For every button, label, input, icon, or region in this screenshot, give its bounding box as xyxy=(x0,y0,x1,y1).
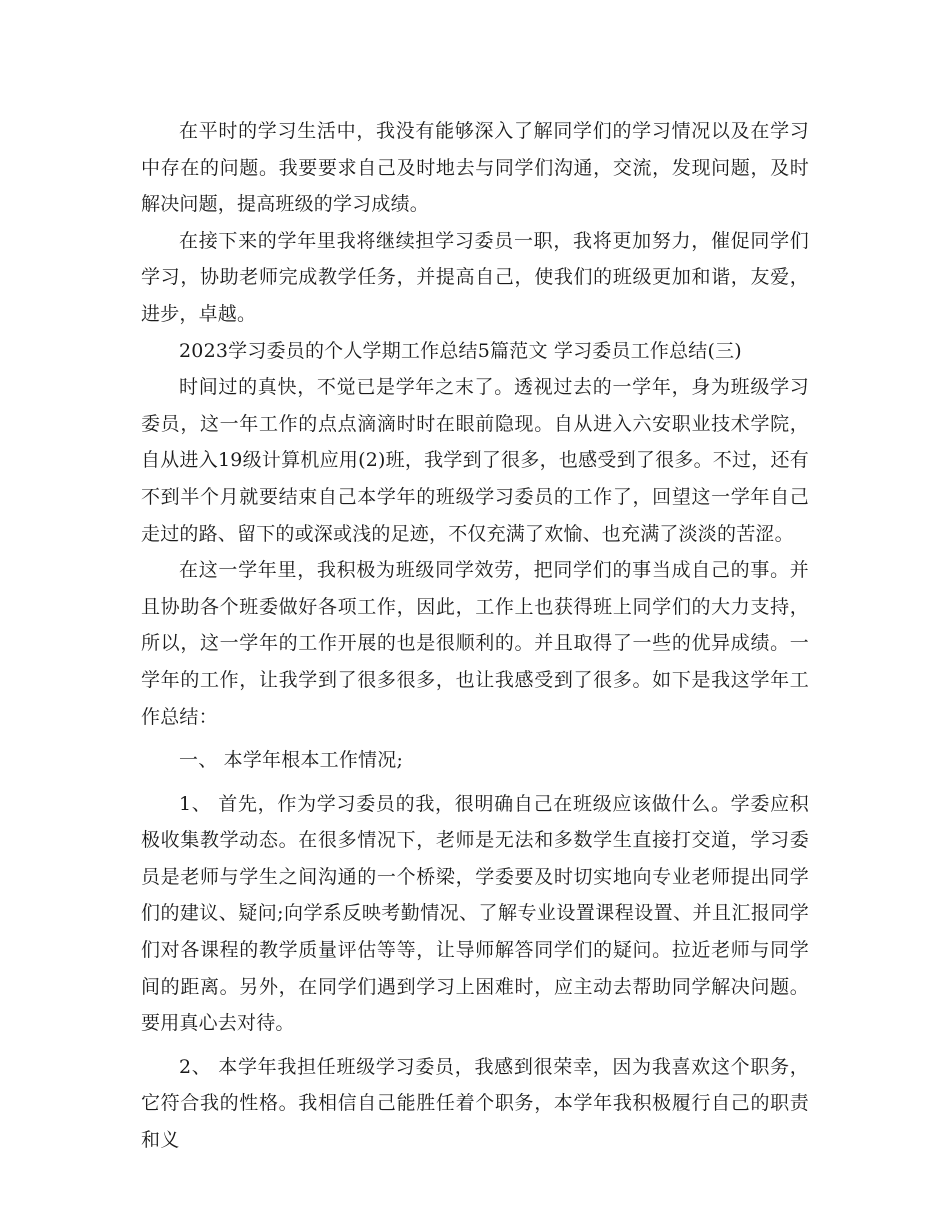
document-body xyxy=(141,113,809,1159)
paragraph-3: 时间过的真快，不觉已是学年之末了。透视过去的一学年，身为班级学习委员，这一年工作的点点滴滴时时在眼前隐现。自从进入六安职业技术学院，自从进入19级计算机应用(2)班，我学到了很多，也感受到了很多。不过，还有不到半个月就要结束自己本学年的班级学习委员的工作了，回望这一学年自己走过的路、留下的或深或浅的足迹，不仅充满了欢愉、也充满了淡淡的苦涩。 xyxy=(141,376,809,545)
paragraph-1: 在平时的学习生活中，我没有能够深入了解同学们的学习情况以及在学习中存在的问题。我要要求自己及时地去与同学们沟通，交流，发现问题，及时解决问题，提高班级的学习成绩。 xyxy=(141,120,809,216)
heading-part-one: 一、 本学年根本工作情况; xyxy=(179,749,404,772)
paragraph-4: 在这一学年里，我积极为班级同学效劳，把同学们的事当成自己的事。并且协助各个班委做好各项工作，因此，工作上也获得班上同学们的大力支持，所以，这一学年的工作开展的也是很顺利的。并且取得了一些的优异成绩。一学年的工作，让我学到了很多很多，也让我感受到了很多。如下是我这学年工作总结： xyxy=(141,559,809,728)
paragraph-item-2: 2、 本学年我担任班级学习委员，我感到很荣幸，因为我喜欢这个职务，它符合我的性格。我相信自己能胜任着个职务，本学年我积极履行自己的职责和义 xyxy=(141,1055,809,1152)
section-title: 2023学习委员的个人学期工作总结5篇范文 学习委员工作总结(三) xyxy=(179,339,742,362)
paragraph-2: 在接下来的学年里我将继续担学习委员一职，我将更加努力，催促同学们学习，协助老师完成教学任务，并提高自己，使我们的班级更加和谐，友爱，进步，卓越。 xyxy=(141,229,809,325)
paragraph-item-1: 1、 首先，作为学习委员的我，很明确自己在班级应该做什么。学委应积极收集教学动态。在很多情况下，老师是无法和多数学生直接打交道，学习委员是老师与学生之间沟通的一个桥梁，学委要及时切实地向专业老师提出同学们的建议、疑问;向学系反映考勤情况、了解专业设置课程设置、并且汇报同学们对各课程的教学质量评估等等，让导师解答同学们的疑问。拉近老师与同学间的距离。另外，在同学们遇到学习上困难时，应主动去帮助同学解决问题。要用真心去对待。 xyxy=(141,792,809,1035)
